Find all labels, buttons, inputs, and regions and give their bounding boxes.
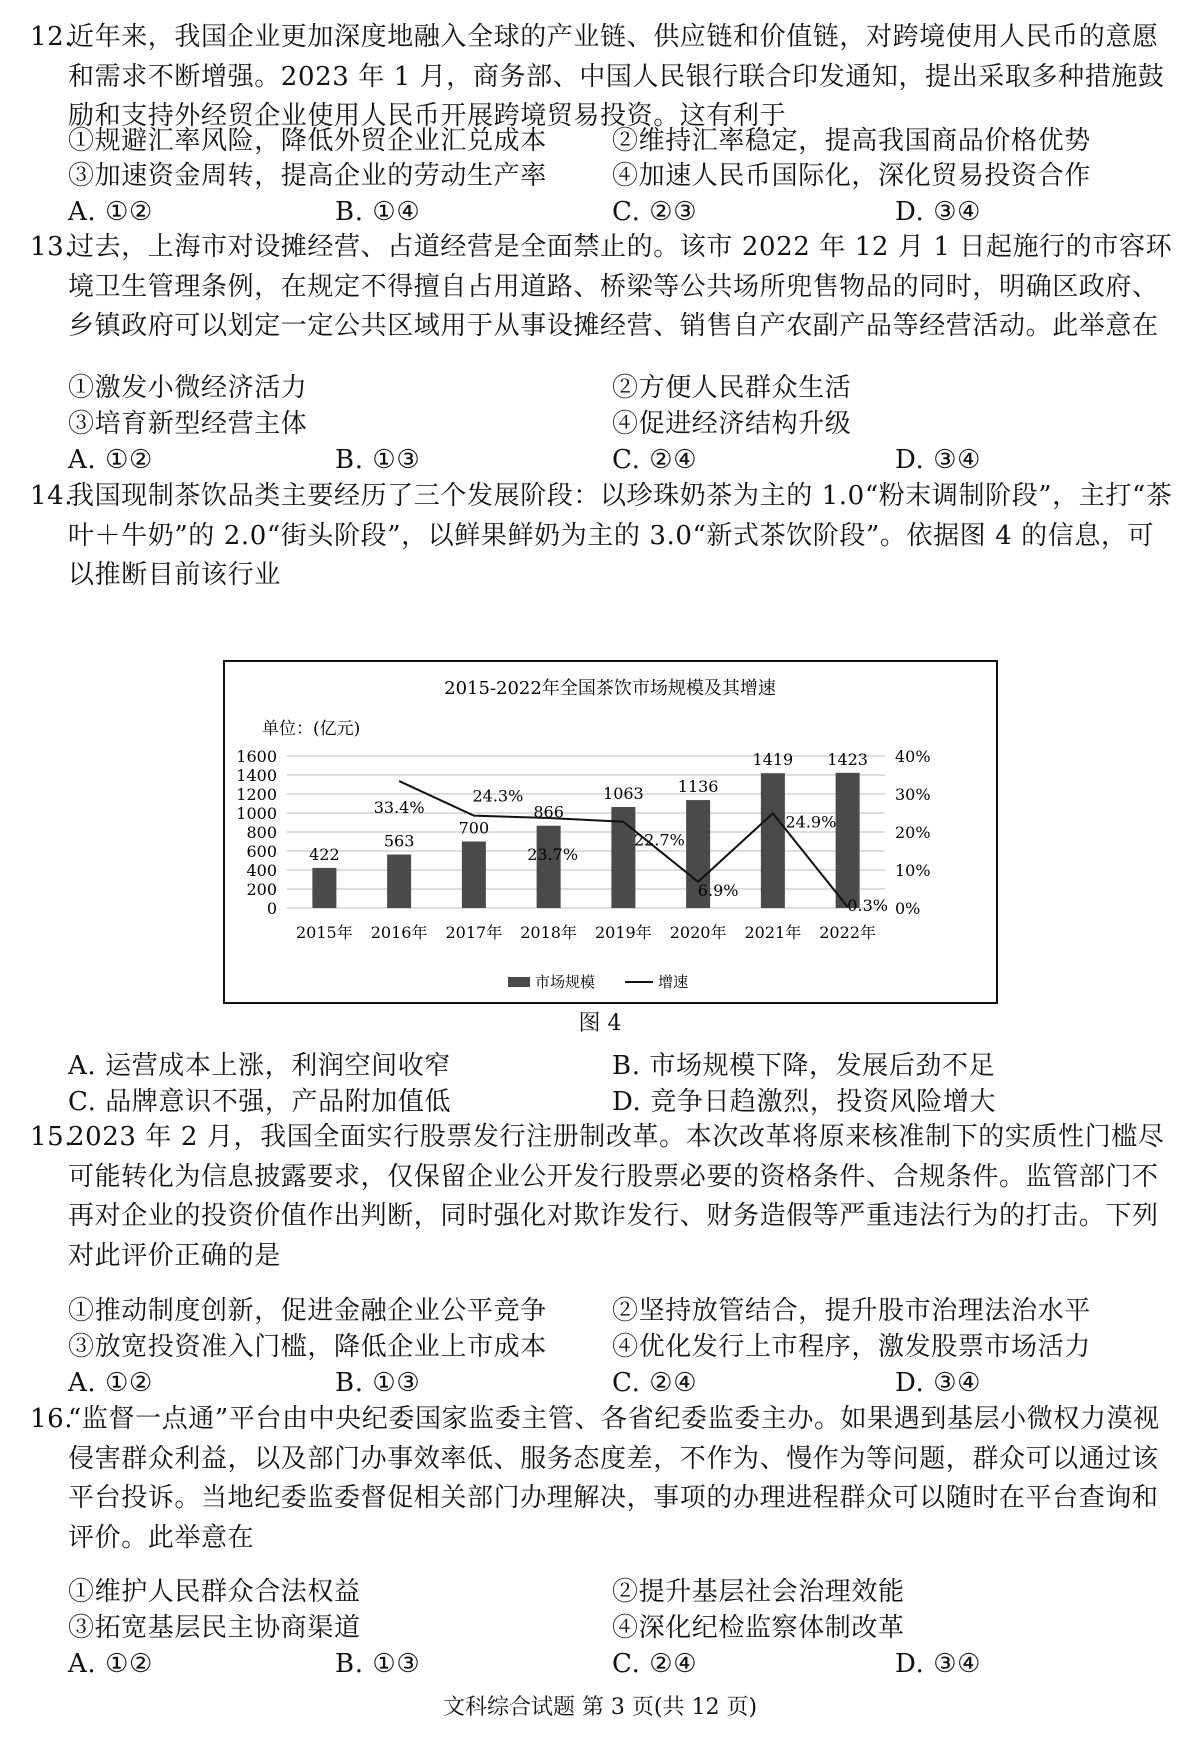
choice-a: A. ①② xyxy=(68,445,153,475)
bar-value-label: 700 xyxy=(458,818,490,838)
legend-bar-label: 市场规模 xyxy=(535,973,596,991)
growth-label: 6.9% xyxy=(697,880,739,900)
question-number: 16. xyxy=(30,1404,74,1434)
choice-c: C. 品牌意识不强，产品附加值低 xyxy=(68,1087,452,1117)
choice-a: A. ①② xyxy=(68,1649,153,1679)
statement-1: ①维护人民群众合法权益 xyxy=(68,1577,361,1607)
choice-a: A. ①② xyxy=(68,1368,153,1398)
choice-c: C. ②④ xyxy=(612,445,698,475)
left-axis-ticks xyxy=(236,747,277,918)
y2-tick-label: 10% xyxy=(895,861,931,880)
choice-b: B. ①③ xyxy=(335,1368,421,1398)
y2-tick-label: 30% xyxy=(895,785,931,804)
choice-b: B. 市场规模下降，发展后劲不足 xyxy=(612,1051,996,1081)
question-stem: 我国现制茶饮品类主要经历了三个发展阶段：以珍珠奶茶为主的 1.0“粉末调制阶段”，主打“茶叶＋牛奶”的 2.0“街头阶段”，以鲜果鲜奶为主的 3.0“新式茶饮阶段”。依据图 4 的信息，可以推断目前该行业 xyxy=(68,481,1173,590)
y-tick-label: 200 xyxy=(246,880,277,899)
statement-4: ④加速人民币国际化，深化贸易投资合作 xyxy=(612,161,1091,191)
y2-tick-label: 0% xyxy=(895,899,921,918)
statement-4: ④促进经济结构升级 xyxy=(612,409,852,439)
choice-d: D. 竞争日趋激烈，投资风险增大 xyxy=(612,1087,997,1117)
choice-b: B. ①③ xyxy=(335,1649,421,1679)
legend-bar-swatch xyxy=(508,977,530,987)
page-footer: 文科综合试题 第 3 页(共 12 页) xyxy=(442,1695,758,1720)
y-tick-label: 0 xyxy=(266,899,277,918)
x-tick-label: 2019年 xyxy=(595,923,652,942)
bar-value-label: 563 xyxy=(383,831,415,851)
y-tick-label: 1000 xyxy=(236,804,277,823)
choice-d: D. ③④ xyxy=(895,445,982,475)
bar-value-label: 1063 xyxy=(603,784,644,804)
growth-label: 33.4% xyxy=(373,798,425,818)
statement-4: ④深化纪检监察体制改革 xyxy=(612,1613,905,1643)
y-tick-label: 1400 xyxy=(236,766,277,785)
choice-c: C. ②③ xyxy=(612,197,698,227)
bar-value-label: 422 xyxy=(309,844,340,864)
statement-2: ②坚持放管结合，提升股市治理法治水平 xyxy=(612,1296,1091,1326)
question-stem: 过去，上海市对设摊经营、占道经营是全面禁止的。该市 2022 年 12 月 1 日起施行的市容环境卫生管理条例，在规定不得擅自占用道路、桥梁等公共场所兜售物品的同时，明确区政府、乡镇政府可以划定一定公共区域用于从事设摊经营、销售自产农副产品等经营活动。此举意在 xyxy=(68,232,1173,341)
choice-b: B. ①③ xyxy=(335,445,421,475)
statement-3: ③加速资金周转，提高企业的劳动生产率 xyxy=(68,161,547,191)
bar xyxy=(836,773,860,908)
figure-caption: 图 4 xyxy=(578,1011,622,1036)
question-number: 15. xyxy=(30,1122,74,1152)
statement-1: ①激发小微经济活力 xyxy=(68,373,308,403)
question-12 xyxy=(30,18,1180,137)
statement-3: ③培育新型经营主体 xyxy=(68,409,308,439)
x-tick-label: 2018年 xyxy=(520,923,577,942)
choice-b: B. ①④ xyxy=(335,197,421,227)
choice-c: C. ②④ xyxy=(612,1368,698,1398)
bar xyxy=(312,868,336,908)
y2-tick-label: 40% xyxy=(895,747,931,766)
y-tick-label: 600 xyxy=(246,842,277,861)
growth-label: 24.3% xyxy=(472,786,524,806)
choice-d: D. ③④ xyxy=(895,1649,982,1679)
statement-2: ②提升基层社会治理效能 xyxy=(612,1577,905,1607)
bar-value-label: 1423 xyxy=(827,749,868,769)
right-axis-ticks xyxy=(895,747,931,918)
question-stem: 2023 年 2 月，我国全面实行股票发行注册制改革。本次改革将原来核准制下的实质性门槛尽可能转化为信息披露要求，仅保留企业公开发行股票必要的资格条件、合规条件。监管部门不再对企业的投资价值作出判断，同时强化对欺诈发行、财务造假等严重违法行为的打击。下列对此评价正确的是 xyxy=(68,1122,1165,1271)
bar-value-label: 1136 xyxy=(677,777,719,797)
question-15 xyxy=(30,1118,1180,1276)
statement-1: ①推动制度创新，促进金融企业公平竞争 xyxy=(68,1296,547,1326)
bar xyxy=(462,842,486,909)
chart-canvas xyxy=(225,662,996,1002)
growth-label: 0.3% xyxy=(847,895,888,915)
statement-3: ③拓宽基层民主协商渠道 xyxy=(68,1613,361,1643)
y-tick-label: 400 xyxy=(246,861,277,880)
bar-value-label: 866 xyxy=(533,802,564,822)
statement-4: ④优化发行上市程序，激发股票市场活力 xyxy=(612,1332,1091,1362)
question-number: 13. xyxy=(30,232,74,262)
statement-2: ②维持汇率稳定，提高我国商品价格优势 xyxy=(612,126,1091,156)
question-number: 14. xyxy=(30,481,74,511)
x-tick-label: 2021年 xyxy=(744,923,802,942)
y-tick-label: 1600 xyxy=(236,747,277,766)
choice-a: A. ①② xyxy=(68,197,153,227)
x-axis-labels xyxy=(296,923,876,942)
bar xyxy=(761,773,785,908)
statement-3: ③放宽投资准入门槛，降低企业上市成本 xyxy=(68,1332,547,1362)
x-tick-label: 2022年 xyxy=(819,923,876,942)
bar xyxy=(537,826,561,908)
statement-2: ②方便人民群众生活 xyxy=(612,373,852,403)
gridlines xyxy=(287,756,885,908)
x-tick-label: 2016年 xyxy=(370,923,428,942)
y2-tick-label: 20% xyxy=(895,823,931,842)
legend-line-label: 增速 xyxy=(658,973,689,991)
choice-d: D. ③④ xyxy=(895,1368,982,1398)
bar-value-label: 1419 xyxy=(752,750,794,770)
question-13 xyxy=(30,228,1180,347)
statement-1: ①规避汇率风险，降低外贸企业汇兑成本 xyxy=(68,126,547,156)
question-14 xyxy=(30,477,1180,596)
y-tick-label: 800 xyxy=(246,823,277,842)
question-stem: “监督一点通”平台由中央纪委国家监委主管、各省纪委监委主办。如果遇到基层小微权力漠视侵害群众利益，以及部门办事效率低、服务态度差，不作为、慢作为等问题，群众可以通过该平台投诉。当地纪委监委督促相关部门办理解决，事项的办理进程群众可以随时在平台查询和评价。此举意在 xyxy=(68,1404,1160,1553)
chart-figure-4 xyxy=(223,660,998,1004)
question-stem: 近年来，我国企业更加深度地融入全球的产业链、供应链和价值链，对跨境使用人民币的意愿和需求不断增强。2023 年 1 月，商务部、中国人民银行联合印发通知，提出采取多种措施鼓励和支持外经贸企业使用人民币开展跨境贸易投资。这有利于 xyxy=(68,22,1165,131)
x-tick-label: 2017年 xyxy=(445,923,503,942)
y-tick-label: 1200 xyxy=(236,785,277,804)
bar xyxy=(387,855,411,908)
x-tick-label: 2015年 xyxy=(296,923,353,942)
growth-label: 22.7% xyxy=(633,830,685,850)
choice-d: D. ③④ xyxy=(895,197,982,227)
growth-label: 23.7% xyxy=(527,844,579,864)
question-number: 12. xyxy=(30,22,74,52)
growth-label: 24.9% xyxy=(785,812,837,832)
unit-label: 单位：(亿元) xyxy=(262,719,361,739)
choice-a: A. 运营成本上涨，利润空间收窄 xyxy=(68,1051,451,1081)
question-16 xyxy=(30,1400,1180,1558)
x-tick-label: 2020年 xyxy=(669,923,727,942)
choice-c: C. ②④ xyxy=(612,1649,698,1679)
legend xyxy=(508,973,688,991)
chart-title: 2015-2022年全国茶饮市场规模及其增速 xyxy=(444,678,776,699)
